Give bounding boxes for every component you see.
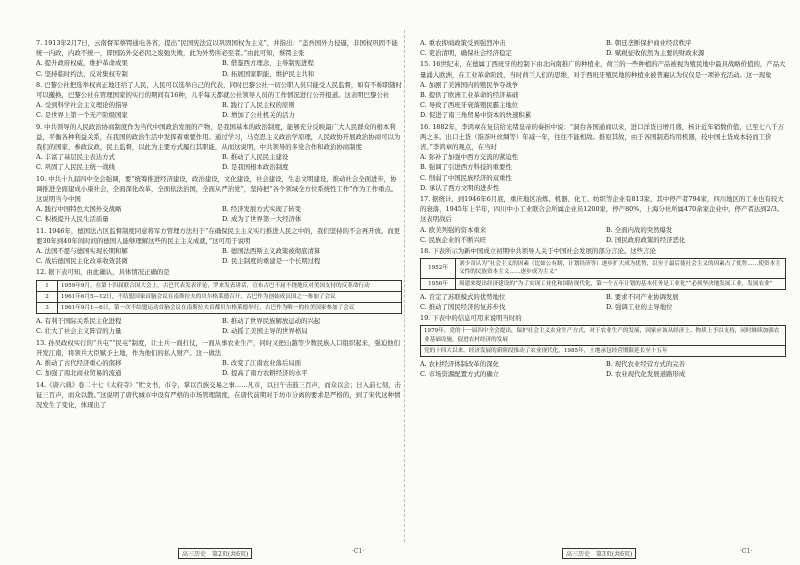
option-b: B. 推动了人民民主建设 [222,153,289,162]
options [36,316,402,336]
option-b: B. 全面内战的突然爆发 [606,225,673,234]
question-15 [420,59,786,120]
question-10 [36,174,402,225]
option-d: D. 提高了南方农耕经济的水平 [222,369,308,378]
option-b: B. 改变了江南农业落后局面 [222,359,302,368]
option-b: B. 强调了引进西方科技的重要性 [420,163,512,172]
option-b: B. 践行了人民主权的原则 [222,101,295,110]
option-a: A. 践行中国特色大国外交战略 [36,205,122,214]
question-stem: 12. 据下表可知，由此确认，具体情况正确的是 [36,268,170,277]
table-cell-text: 1961年6月5—12日，不结盟国家首脑会议在南斯拉夫的贝尔格莱德召开，古巴作为创始成员国之一参加了会议 [58,291,402,302]
option-c: C. 导致了西班牙衰落殖民霸主地位 [420,101,519,110]
option-a: A. 丰富了基层民主表达方式 [36,153,115,162]
option-d: D. 拓展国家职能，维护民主共和 [222,69,315,78]
question-stem: 19. 下表中的信息可用来说明当时的 [420,314,522,323]
options [420,292,786,312]
page-footer-left [178,548,255,559]
option-b: B. 推动了世界民族解放运动的兴起 [222,317,321,326]
table-cell-text: 1961年9月1—6日，第一次不结盟运动首脑会议在南斯拉夫首都贝尔格莱德举行，古巴作为唯一的拉美国家参加了会议 [58,303,402,314]
question-stem: 14.《唐六典》卷二十七《太府寺》“贮文书，市令，掌以百族交易之事……凡市，以日午击鼓三百声，而众以会；日入前七刻，击钲三百声，而众以散。”这说明了唐代城市中设有严格的市场管理制度，在唐代前期对于坊市分离的要求是严格的，到了宋代这种情况发生了变化，体现出了 [36,380,401,409]
option-c: C. 削弱了中国民族经济的双重性 [420,173,512,182]
options [420,38,786,58]
question-stem: 15. 16世纪末，在德属丁西班牙的控制下由北向南推广的种植业，荷兰的一些种植的产品被视为殖民地中最具战略价值的，产品大量涌入欧洲，在工业革命阶段，当时荷兰人们的思维，对于西班牙殖民地的种植业被普遍认为仅仅是一项补充活动。这一现象 [420,60,786,79]
option-d: D. 强调工业的主导地位 [606,303,673,312]
question-stem: 11. 1946年，德国法占区监督制度同意将军方管理方法归于“在确保民主主义实行推进人民之中的，我们坚持的不会再开放。而更要30年到40年间时间的德国人能够理解这些的民主主义成就，”这可用于说明 [36,226,401,245]
option-b: B. 提供了欧洲工业革命的经济基础 [420,91,519,100]
option-a: A. 受到科学社会主义理论的指导 [36,101,128,110]
option-d: D. 承认了西方文明的进步性 [420,183,500,192]
option-b: B. 朝廷垄断保护商业经营秩序 [606,39,692,47]
option-b: B. 经济发展方式实现了转变 [222,205,302,214]
option-c: C. 推动了国民经济的复苏步伐 [420,303,506,312]
option-d: D. 农业现代化发展道路形成 [606,370,686,379]
option-a: A. 重农抑商政策受到强烈冲击 [420,39,506,47]
question-stem: 9. 中共领导的人民政治协商制度作为当代中国政治发展的产物，是我国基本的政治制度，能够充分反映最广大人民群众的根本利益，平衡各种利益关系，在我国的政治生活中发挥着重要作用。通过学习，马克思主义政治学原理，人民政协开展政治协商可以为我们的国家，参政议政，民主监督，以此为主要方式履行其职能，从而这说明，中共领导的多党合作和政治协商制度 [36,122,401,152]
options [36,58,402,78]
option-c: C. 加强了南北商业贸易的流通 [36,369,122,378]
question-stem: 7. 1913年2月7日，云南督军蔡锷通电各省，提出“民国宪法宜以巩固国权为主义”，并指出：“盖吾国外力侵逼，非国权巩固不能统一内政，内政不统一，即国防外交必因之废弛失败，此为外势所必至者。”由此可知，蔡锷主张 [36,39,398,58]
option-a: A. 有利于国际关系民主化进程 [36,317,122,326]
page-code-left: ·C1· [352,548,365,555]
option-b: B. 德国法西斯主义政策被彻底清算 [222,247,321,256]
option-d: D. 成为了世界第一大经济体 [222,215,302,224]
option-d: D. 促进了南三角贸易中资本的快速积累 [420,111,532,120]
question-table [36,280,402,315]
option-c: C. 巩固了人民民主统一战线 [36,163,116,172]
options [36,100,402,120]
question-14-options [420,38,786,58]
table-cell-index: 3 [37,303,58,314]
table-cell-text: 刘少奇认为“社会主义的因素（比如公有制，计划经济等）逐步扩大成为优势，以至于最后使社会主义的因素占了优势……使资本主义性的民族资本主义……逐步成为主义” [456,259,786,278]
question-stem: 18. 下表所示为新中国成立初期中共领导人关于中国社会发展的部分言论。这些言论 [420,247,656,256]
question-16 [420,122,786,193]
option-c: C. 壮大了社会主义阵营的力量 [36,327,122,336]
question-stem: 16. 1882年，李鸿章在复信给光绪皇帝的奏折中说：“洞台各国通商以来，进口洋货日增月盛，核计近年销数价值，已至七八千万两之多。出口土货（指茶叶丝绸等）年减一年，往往不能相敌。推原其故，由于各国制造均用机器，较中国土货成本轻而工价省。”李鸿章的观点，在当时 [420,122,785,152]
table-row [37,291,402,302]
column-divider [404,30,405,542]
option-c: C. 积极提升人民生活质量 [36,215,109,224]
subject-badge: 高三历史 第2页(共6页) [178,548,252,559]
option-a: A. 加剧了美洲国内的殖民争夺战争 [420,80,519,89]
table-cell-text: 周恩来提出经济建设的“为了实现工业化和国防现代化，第一个五年计划的基本任务是工业化”“必须坚决地发展工业，发展农业” [456,278,786,289]
question-11 [36,226,402,267]
options [36,204,402,224]
left-column [36,38,402,538]
options [36,358,402,378]
table-cell-index: 2 [37,291,58,302]
option-a: A. 法国不愿与德国实现长期和解 [36,247,128,256]
option-d: D. 民主制度的重建是一个长期过程 [222,257,321,266]
page-code-right: ·C1· [740,548,753,555]
option-b: B. 要求不同产业协调发展 [606,292,679,301]
option-a: A. 推动了古代经济重心的南移 [36,359,122,368]
table-row [37,280,402,291]
option-a: A. 肯定了苏联模式的优势地位 [420,292,506,301]
table-row [37,303,402,314]
option-c: C. 是世界上第一个无产阶级国家 [36,111,128,120]
table-cell-year: 1952年 [421,259,456,278]
option-a: A. 农村经济体制改革的深化 [420,360,499,369]
option-d: D. 国民政府政策的经济恶化 [606,235,686,244]
table-cell-index: 1 [37,280,58,291]
table-row [421,326,786,345]
options [420,359,786,379]
question-stem: 10. 中共十九届四中全会强调，要“统筹推进经济建设，政治建设，文化建设，社会建设，生态文明建设，推动社会全面进步，协调推进全面建成小康社会，全面深化改革，全面依法治国，全面从严治党”，坚持把“各个领域全方位系统性工作”作为工作重点。这说明当今中国 [36,174,398,204]
subject-badge: 高三历史 第3页(共6页) [562,548,636,559]
question-18 [420,246,786,312]
options [36,152,402,172]
option-c: C. 战后德国民主化改革收效甚微 [36,257,128,266]
option-d: D. 动摇了美国主导的世界格局 [222,327,308,336]
question-7 [36,38,402,79]
question-8 [36,80,402,121]
table-cell-year: 1956年 [421,278,456,289]
question-12 [36,267,402,336]
table-cell-text: 1959年9月，在第十四届联合国大会上，古巴代表发表评论，罗来发表讲话，宣布古巴不屈不挠地反对美国支持的反革命行动 [58,280,402,291]
table-row [421,345,786,356]
question-9 [36,122,402,173]
table-row [421,259,786,278]
option-c: C. 民族企业的不断兴旺 [420,235,487,244]
question-table [420,258,786,290]
option-a: A. 提升政府权威，维护革命成果 [36,59,128,68]
option-d: D. 增加了公社机关的活力 [222,111,295,120]
option-b: B. 现代农业经营方式的完善 [606,360,686,369]
right-column [420,38,786,538]
question-17 [420,194,786,245]
options [36,246,402,266]
question-13 [36,338,402,379]
option-a: A. 弥补了加强中西方交流的紧迫性 [420,153,519,162]
option-d: D. 是我国根本政治制度 [222,163,289,172]
question-table [420,325,786,357]
question-stem: 8. 巴黎公社把选举权真正地还给了人民，人民可以选举自己的代表，同时巴黎公社一切公职人员只能受人民监督，如有不称职随时可以撤换，巴黎公社在管理国家的实行的期间有16种，儿乎每天都就公社领导人员的工作情况进行公开报道。这表明巴黎公社 [36,80,402,100]
option-c: C. 吏治清明，确保社会经济稳定 [420,49,512,58]
options [420,225,786,245]
question-14 [36,380,402,411]
table-row [421,278,786,289]
option-d: D. 赋税征收依然为主要的财政来源 [606,49,705,58]
option-b: B. 借鉴西方理念，主导制宪进程 [222,59,314,68]
page-footer-right [562,548,639,559]
question-stem: 17. 据统计，到1946年6月底，重庆地区冶炼、机器、化工、纺织等企业有813家，其中停产者794家，四川地区的工业也有较大的衰落，1945年上半年，四川中小工业联合会所属企业员1200家，停产80%，上海分社所属470余家企业中，停产者达到2/3。这表明战后 [420,195,784,224]
option-c: C. 坚持临时约法，反对集权专制 [36,69,128,78]
table-cell-text: 1979年，党的十一届四中全会提出，保护社会主义农业生产方式，对于农业生产的发展，国家应该从经济上、物质上予以支持，同时继续加强农业基础设施，促进农村经济的发展 [421,326,786,345]
question-stem: 13. 孙吴政权实行的“兵屯”“民屯”制度，让士兵一面打仗，一面从事农业生产，同时又把山越等少数民族人口组织起来，强迫他们开发江南，将领兵大臣赋予土地，作为他们的私人财产。这一做法 [36,338,400,357]
table-cell-text: 党的十四大以来，经济发展的新阶段推动了农业现代化，1985年，土地承包经营期限延长至十五年 [421,345,786,356]
option-c: C. 市场资源配置方式的确立 [420,370,500,379]
option-a: A. 欧美列强的资本重来 [420,225,487,234]
question-19 [420,313,786,379]
